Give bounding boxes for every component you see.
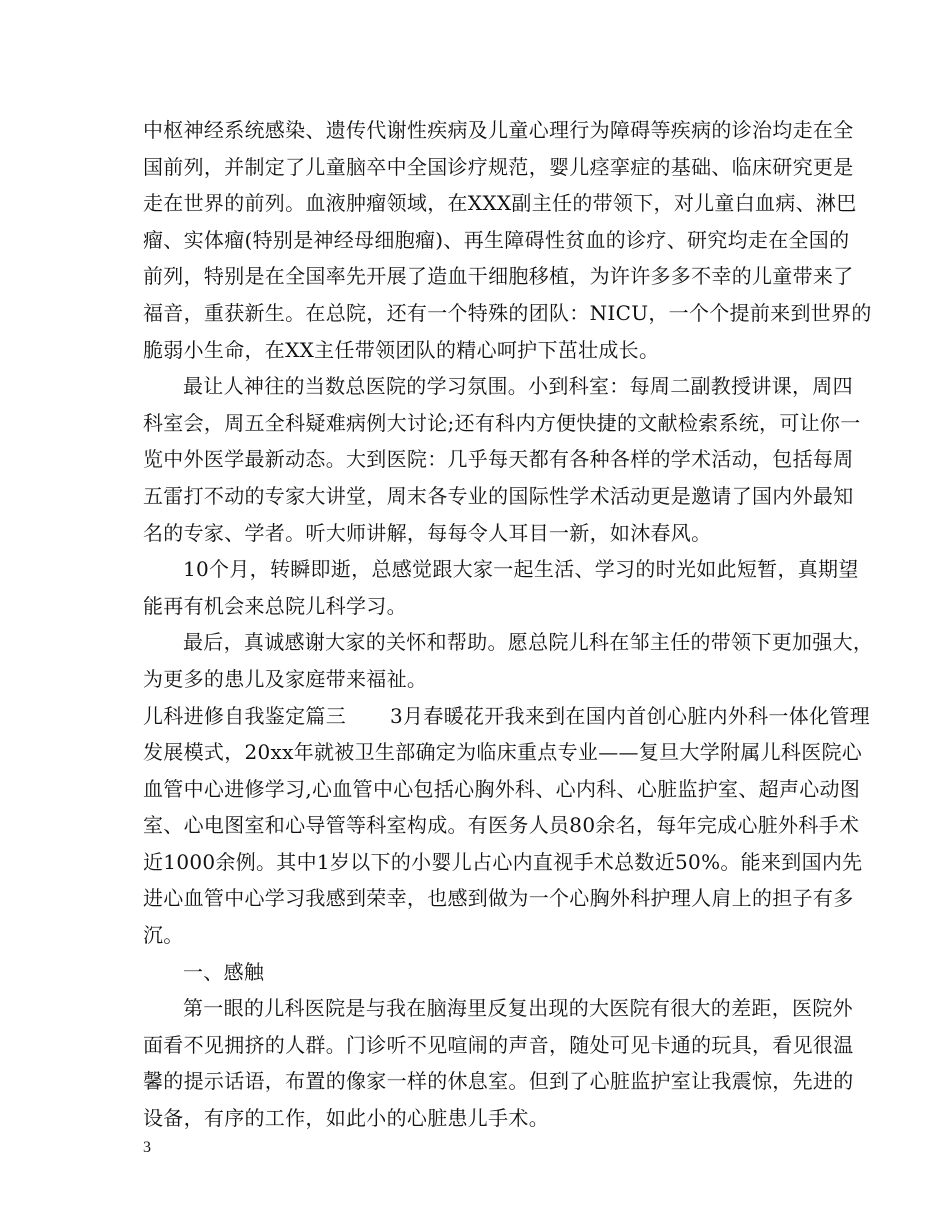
- text-line: 进心血管中心学习我感到荣幸，也感到做为一个心胸外科护理人肩上的担子有多: [143, 886, 854, 911]
- text-line: 国前列，并制定了儿童脑卒中全国诊疗规范，婴儿痉挛症的基础、临床研究更是: [143, 154, 854, 179]
- text-line: 五雷打不动的专家大讲堂，周末各专业的国际性学术活动更是邀请了国内外最知: [143, 483, 854, 508]
- text-line: 前列，特别是在全国率先开展了造血干细胞移植，为许许多多不幸的儿童带来了: [143, 264, 854, 289]
- paragraph-first-line: 10个月，转瞬即逝，总感觉跟大家一起生活、学习的时光如此短暂，真期望: [183, 557, 859, 582]
- text-line: 能再有机会来总院儿科学习。: [143, 593, 407, 618]
- text-line: 脆弱小生命，在XX主任带领团队的精心呵护下茁壮成长。: [143, 337, 660, 362]
- text-line: 瘤、实体瘤(特别是神经母细胞瘤)、再生障碍性贫血的诊疗、研究均走在全国的: [143, 227, 850, 252]
- text-line: 设备，有序的工作，如此小的心脏患儿手术。: [143, 1106, 549, 1131]
- text-line: 福音，重获新生。在总院，还有一个特殊的团队：NICU，一个个提前来到世界的: [143, 300, 872, 325]
- text-line: 为更多的患儿及家庭带来福祉。: [143, 666, 428, 691]
- paragraph-first-line: 最后，真诚感谢大家的关怀和帮助。愿总院儿科在邹主任的带领下更加强大，: [183, 630, 874, 655]
- section-text: 3月春暖花开我来到在国内首创心脏内外科一体化管理: [390, 703, 870, 728]
- text-line: 中枢神经系统感染、遗传代谢性疾病及儿童心理行为障碍等疾病的诊治均走在全: [143, 118, 854, 142]
- document-body: [143, 112, 874, 1137]
- paragraph-first-line: 最让人神往的当数总医院的学习氛围。小到科室：每周二副教授讲课，周四: [183, 374, 853, 399]
- page-number: 3: [143, 1139, 151, 1156]
- text-line: 近1000余例。其中1岁以下的小婴儿占心内直视手术总数近50%。能来到国内先: [143, 849, 863, 874]
- text-line: 馨的提示话语，布置的像家一样的休息室。但到了心脏监护室让我震惊，先进的: [143, 1069, 854, 1094]
- text-line: 室、心电图室和心导管等科室构成。有医务人员80余名，每年完成心脏外科手术: [143, 813, 860, 838]
- section-heading: 儿科进修自我鉴定篇三: [143, 703, 346, 728]
- text-line: 沉。: [143, 923, 184, 948]
- subheading: 一、感触: [183, 959, 265, 984]
- text-line: 面看不见拥挤的人群。门诊听不见喧闹的声音，随处可见卡通的玩具，看见很温: [143, 1032, 854, 1057]
- text-line: 走在世界的前列。血液肿瘤领域，在XXX副主任的带领下，对儿童白血病、淋巴: [143, 191, 857, 216]
- text-line: 科室会，周五全科疑难病例大讨论;还有科内方便快捷的文献检索系统，可让你一: [143, 410, 861, 435]
- text-line: 览中外医学最新动态。大到医院：几乎每天都有各种各样的学术活动，包括每周: [143, 447, 854, 472]
- text-line: 发展模式，20xx年就被卫生部确定为临床重点专业——复旦大学附属儿科医院心: [143, 740, 863, 765]
- section-line: [143, 698, 870, 735]
- text-line: 血管中心进修学习,心血管中心包括心胸外科、心内科、心脏监护室、超声心动图: [143, 776, 861, 801]
- text-line: 名的专家、学者。听大师讲解，每每令人耳目一新，如沐春风。: [143, 520, 712, 545]
- paragraph-first-line: 第一眼的儿科医院是与我在脑海里反复出现的大医院有很大的差距，医院外: [183, 996, 853, 1021]
